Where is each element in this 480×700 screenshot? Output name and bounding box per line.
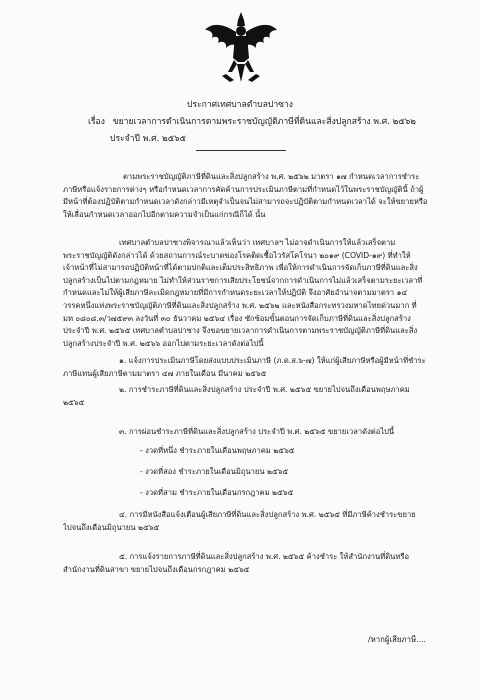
- paragraph-decision: [63, 237, 455, 350]
- item-line: ๑. แจ้งการประเมินภาษีโดยส่งแบบประเมินภาษี (ภ.ด.ส.๖-๗) ให้แก่ผู้เสียภาษีหรือผู้มีหน้าที่ชำระ: [119, 356, 426, 365]
- item-line: สำนักงานที่ดินสาขา ขยายไปจนถึงเดือนกรกฎาคม ๒๕๖๕: [63, 564, 250, 574]
- paragraph-line: ภาษีหรือแจ้งรายการต่างๆ หรือกำหนดเวลาการคัดค้านการประเมินภาษีตามที่กำหนดไว้ในพระราชบัญญัตินี้ ถ้าผู้: [63, 184, 424, 194]
- paragraph-line: มท ๐๘๐๘.๓/ว๗๕๙๓ ลงวันที่ ๓๐ ธันวาคม ๒๕๖๔ เรื่อง ซักซ้อมขั้นตอนการจัดเก็บภาษีที่ดินและสิ่งปลูกสร้าง: [63, 313, 411, 323]
- item-line: ๓. การผ่อนชำระภาษีที่ดินและสิ่งปลูกสร้าง ประจำปี พ.ศ. ๒๕๖๕ ขยายเวลาดังต่อไปนี้: [119, 427, 395, 436]
- paragraph-line: กำหนดและไม่ให้ผู้เสียภาษีละเมิดกฎหมายที่มีการกำหนดระยะเวลาให้ปฏิบัติ จึงอาศัยอำนาจตามมาตรา ๑๔: [63, 288, 408, 298]
- installment-1: - งวดที่หนึ่ง ชำระภายในเดือนพฤษภาคม ๒๕๖๕: [140, 446, 295, 455]
- installment-3: - งวดที่สาม ชำระภายในเดือนกรกฎาคม ๒๕๖๕: [140, 488, 294, 497]
- header-divider: [196, 150, 286, 151]
- list-item-2: [63, 384, 455, 409]
- paragraph-line: เทศบาลตำบลปาซางพิจารณาแล้วเห็นว่า เทศบาลฯ ไม่อาจดำเนินการให้แล้วเสร็จตาม: [119, 238, 396, 247]
- paragraph-line: ประจำปี พ.ศ. ๒๕๖๕ เทศบาลตำบลปาซาง จึงขอขยายเวลาการดำเนินการตามพระราชบัญญัติภาษีที่ดินและสิ่ง: [63, 326, 418, 336]
- paragraph-line: พระราชบัญญัติดังกล่าวได้ ด้วยสถานการณ์ระบาดของโรคติดเชื้อไวรัสโคโรนา ๒๐๑๙ (COVID-๑๙) ที่ทำให้: [63, 250, 411, 260]
- item-line: ๒๕๖๕: [63, 397, 85, 407]
- subject-label: เรื่อง: [88, 117, 105, 127]
- list-item-5: [63, 551, 455, 576]
- garuda-emblem-icon: [204, 10, 278, 90]
- paragraph-line: ให้เลื่อนกำหนดเวลาออกไปอีกตามความจำเป็นแก่กรณีก็ได้ นั้น: [63, 209, 266, 219]
- announcement-subject: [88, 117, 448, 128]
- paragraph-line: ปลูกสร้างประจำปี พ.ศ. ๒๕๖๖ ออกไปตามระยะเวลาดังต่อไปนี้: [63, 338, 264, 348]
- item-line: ๔. การมีหนังสือแจ้งเตือนผู้เสียภาษีที่ดินและสิ่งปลูกสร้าง พ.ศ. ๒๕๖๕ ที่มีภาษีค้างชำระขยาย: [119, 510, 416, 519]
- subject-text: ขยายเวลาการดำเนินการตามพระราชบัญญัติภาษีที่ดินและสิ่งปลูกสร้าง พ.ศ. ๒๕๖๒: [112, 117, 416, 127]
- paragraph-line: มีหน้าที่ต้องปฏิบัติตามกำหนดเวลาดังกล่าวมีเหตุจำเป็นจนไม่สามารถจะปฏิบัติตามกำหนดเวลาได้ จะให้ขยายหรือ: [63, 197, 428, 207]
- paragraph-legal-basis: [63, 171, 455, 221]
- list-item-4: [63, 509, 455, 534]
- item-line: ๒. การชำระภาษีที่ดินและสิ่งปลูกสร้าง ประจำปี พ.ศ. ๒๕๖๕ ขยายไปจนถึงเดือนพฤษภาคม: [119, 385, 410, 394]
- paragraph-line: เจ้าหน้าที่ไม่สามารถปฏิบัติหน้าที่ได้ตามปกติและเต็มประสิทธิภาพ เพื่อให้การดำเนินการจัดเก็บภาษีที่ดินและสิ่ง: [63, 263, 418, 273]
- announcement-title: ประกาศเทศบาลตำบลปาซาง: [186, 100, 294, 110]
- installment-2: - งวดที่สอง ชำระภายในเดือนมิถุนายน ๒๕๖๕: [140, 467, 289, 476]
- paragraph-line: วรรคหนึ่งแห่งพระราชบัญญัติภาษีที่ดินและสิ่งปลูกสร้าง พ.ศ. ๒๕๖๒ และหนังสือกระทรวงมหาดไทยด่วนมาก ที่: [63, 300, 417, 310]
- item-line: ๕. การแจ้งรายการภาษีที่ดินและสิ่งปลูกสร้าง พ.ศ. ๒๕๖๕ ค้างชำระ ให้สำนักงานที่ดินหรือ: [119, 552, 410, 561]
- item-line: ภาษีแทนผู้เสียภาษีตามมาตรา ๔๗ ภายในเดือน มีนาคม ๒๕๖๕: [63, 368, 267, 378]
- list-item-1: [63, 355, 455, 380]
- paragraph-line: ปลูกสร้างเป็นไปตามกฎหมาย ไม่ทำให้ส่วนราชการเสียประโยชน์จากการดำเนินการไม่แล้วเสร็จตามระยะเวลาที่: [63, 275, 423, 285]
- paragraph-line: ตามพระราชบัญญัติภาษีที่ดินและสิ่งปลูกสร้าง พ.ศ. ๒๕๖๒ มาตรา ๑๗ กำหนดเวลาการชำระ: [123, 172, 420, 181]
- announcement-year: ประจำปี พ.ศ. ๒๕๖๕: [110, 134, 187, 144]
- continuation-note: /หากผู้เสียภาษี....: [368, 635, 426, 644]
- item-line: ไปจนถึงเดือนมิถุนายน ๒๕๖๕: [63, 522, 160, 532]
- list-item-3: [63, 426, 455, 439]
